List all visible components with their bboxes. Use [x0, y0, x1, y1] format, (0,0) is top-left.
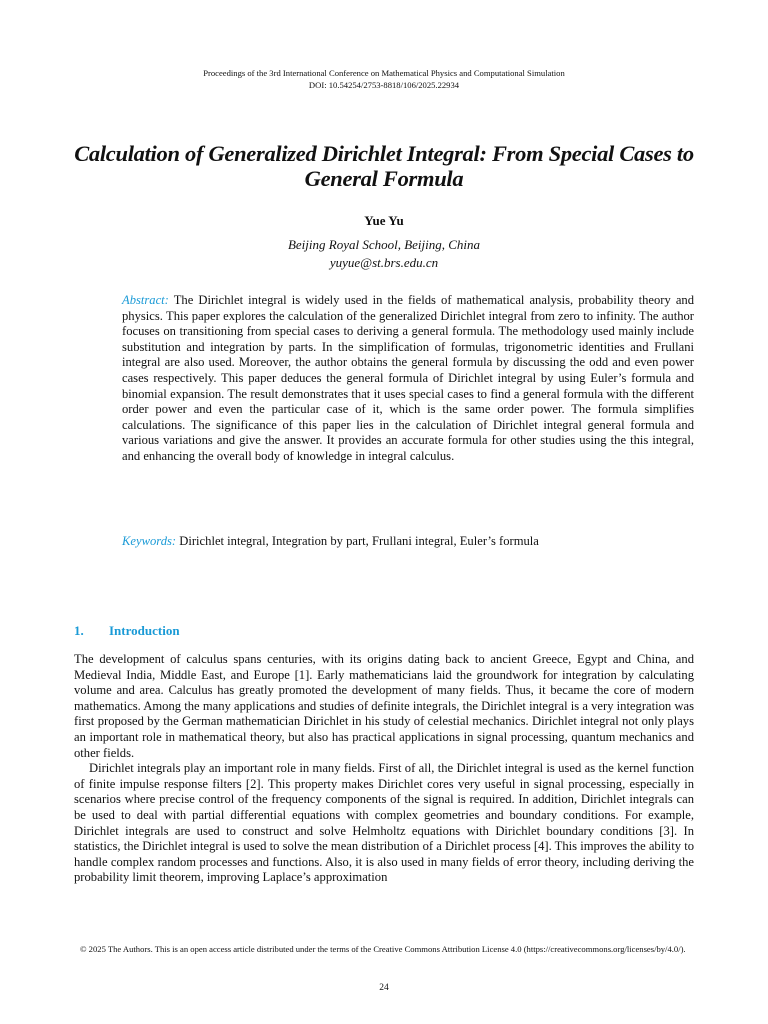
section-number: 1. [74, 623, 84, 638]
abstract [122, 293, 694, 465]
page-number: 24 [379, 983, 389, 993]
author-name: Yue Yu [364, 213, 404, 228]
section-title: Introduction [109, 623, 180, 638]
paper-title: Calculation of Generalized Dirichlet Integral: From Special Cases to General Formula [74, 141, 694, 191]
license-footnote: © 2025 The Authors. This is an open access article distributed under the terms of the Creative Commons Attribution License 4.0 (https://creativecommons.org/licenses/by/4.0/). [80, 944, 686, 954]
author-affiliation-block [0, 236, 768, 272]
author-email[interactable]: yuyue@st.brs.edu.cn [329, 255, 439, 270]
author-affiliation: Beijing Royal School, Beijing, China [287, 237, 481, 252]
keywords-label: Keywords: [122, 534, 177, 548]
keywords [122, 533, 694, 549]
doi-line: DOI: 10.54254/2753-8818/106/2025.22934 [308, 80, 460, 90]
abstract-label: Abstract: [122, 293, 169, 307]
proceedings-line: Proceedings of the 3rd International Conference on Mathematical Physics and Computational Simulation [203, 68, 565, 78]
paragraph: The development of calculus spans centuries, with its origins dating back to ancient Greece, Egypt and China, and Medieval India, Middle East, and Europe [1]. Early mathematicians laid the groundwork for integration by calculating volume and area. Calculus has greatly promoted the development of many fields. Thus, it became the core of modern mathematics. Among the many applications and studies of definite integrals, the Dirichlet integral is a very integration was first proposed by the German mathematician Dirichlet in his study of celestial mechanics. Dirichlet integral not only plays an important role in mathematical theory, but also has practical applications in signal processing, quantum mechanics and other fields. [74, 652, 694, 760]
running-header [0, 67, 768, 91]
body-text [74, 652, 694, 886]
section-heading [74, 623, 180, 639]
paragraph: Dirichlet integrals play an important role in many fields. First of all, the Dirichlet integral is used as the kernel function of finite impulse response filters [2]. This property makes Dirichlet cores very useful in signal processing, especially in scenarios where precise control of the frequency components of the signal is required. In addition, Dirichlet integrals can be used to deal with partial differential equations with complex geometries and boundary conditions. For example, Dirichlet integrals are used to construct and solve Helmholtz equations with Dirichlet boundary conditions [3]. In statistics, the Dirichlet integral is used to solve the mean distribution of a Dirichlet process [4]. This improves the ability to handle complex random processes and functions. Also, it is also used in many fields of error theory, including deriving the probability limit theorem, improving Laplace’s approximation [74, 761, 694, 885]
abstract-text: The Dirichlet integral is widely used in the fields of mathematical analysis, probability theory and physics. This paper explores the calculation of the generalized Dirichlet integral from zero to infinity. The author focuses on transitioning from special cases to deriving a general formula. The methodology used mainly include substitution and integration by parts. In the simplification of formulas, trigonometric identities and Frullani integral are also used. Moreover, the author obtains the general formula by discussing the odd and even power cases respectively. This paper deduces the general formula of Dirichlet integral by using Euler’s formula and binomial expansion. The result demonstrates that it uses special cases to find a general formula with the different order power and even the particular case of it, which is the same order power. The formula simplifies calculations. The significance of this paper lies in the calculation of Dirichlet integral general formula and various variations and give the answer. It provides an accurate formula for other studies using the this integral, and enhancing the overall body of knowledge in integral calculus. [122, 293, 695, 463]
keywords-text: Dirichlet integral, Integration by part, Frullani integral, Euler’s formula [179, 534, 539, 548]
